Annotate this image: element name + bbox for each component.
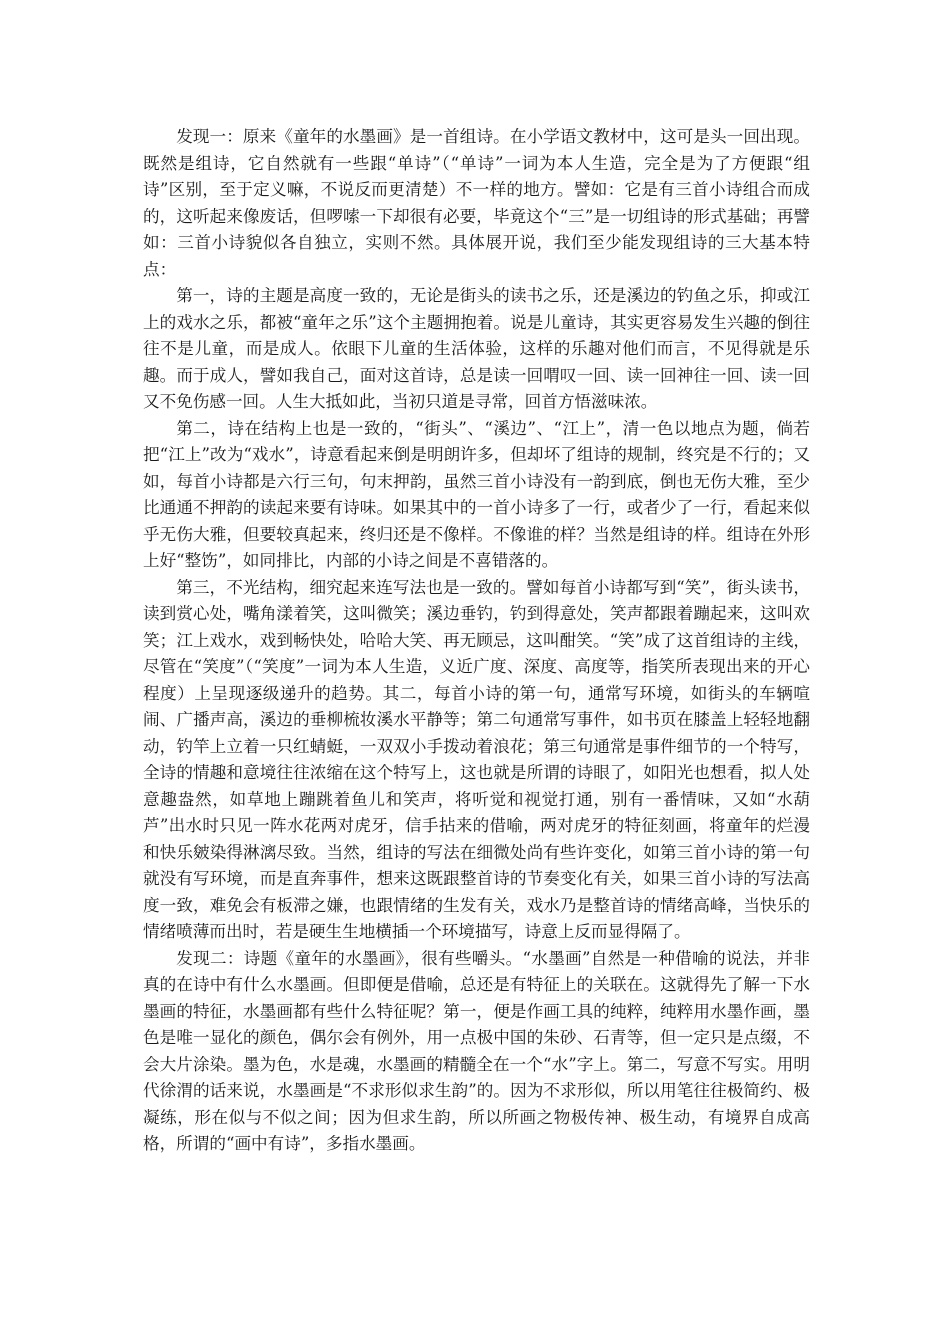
paragraph-first-point: 第一，诗的主题是高度一致的，无论是街头的读书之乐，还是溪边的钓鱼之乐，抑或江上的戏水之乐，都被“童年之乐”这个主题拥抱着。说是儿童诗，其实更容易发生兴趣的倒往往不是儿童，而是成人。依眼下儿童的生活体验，这样的乐趣对他们而言，不见得就是乐趣。而于成人，譬如我自己，面对这首诗，总是读一回喟叹一回、读一回神往一回、读一回又不免伤感一回。人生大抵如此，当初只道是寻常，回首方悟滋味浓。 [143,286,810,411]
paragraph-third-point: 第三，不光结构，细究起来连写法也是一致的。譬如每首小诗都写到“笑”，街头读书，读到赏心处，嘴角漾着笑，这叫微笑；溪边垂钓，钓到得意处，笑声都跟着蹦起来，这叫欢笑；江上戏水，戏到畅快处，哈哈大笑、再无顾忌，这叫酣笑。“笑”成了这首组诗的主线，尽管在“笑度”（“笑度”一词为本人生造，义近广度、深度、高度等，指笑所表现出来的开心程度）上呈现逐级递升的趋势。其二，每首小诗的第一句，通常写环境，如街头的车辆喧闹、广播声高，溪边的垂柳梳妆溪水平静等；第二句通常写事件，如书页在膝盖上轻轻地翻动，钓竿上立着一只红蜻蜓，一双双小手拨动着浪花；第三句通常是事件细节的一个特写，全诗的情趣和意境往往浓缩在这个特写上，这也就是所谓的诗眼了，如阳光也想看，拟人处意趣盎然，如草地上蹦跳着鱼儿和笑声，将听觉和视觉打通，别有一番情味，又如“水葫芦”出水时只见一阵水花两对虎牙，信手拈来的借喻，两对虎牙的特征刻画，将童年的烂漫和快乐皴染得淋漓尽致。当然，组诗的写法在细微处尚有些许变化，如第三首小诗的第一句就没有写环境，而是直奔事件，想来这既跟整首诗的节奏变化有关，如果三首小诗的写法高度一致，难免会有板滞之嫌，也跟情绪的生发有关，戏水乃是整首诗的情绪高峰，当快乐的情绪喷薄而出时，若是硬生生地横插一个环境描写，诗意上反而显得隔了。 [143,577,810,941]
paragraph-discovery-one: 发现一：原来《童年的水墨画》是一首组诗。在小学语文教材中，这可是头一回出现。既然是组诗，它自然就有一些跟“单诗”（“单诗”一词为本人生造，完全是为了方便跟“组诗”区别，至于定义嘛，不说反而更清楚）不一样的地方。譬如：它是有三首小诗组合而成的，这听起来像废话，但啰嗦一下却很有必要，毕竟这个“三”是一切组诗的形式基础；再譬如：三首小诗貌似各自独立，实则不然。具体展开说，我们至少能发现组诗的三大基本特点： [143,127,810,279]
paragraph-second-point: 第二，诗在结构上也是一致的，“街头”、“溪边”、“江上”，清一色以地点为题，倘若把“江上”改为“戏水”，诗意看起来倒是明朗许多，但却坏了组诗的规制，终究是不行的；又如，每首小诗都是六行三句，句末押韵，虽然三首小诗没有一韵到底，倒也无伤大雅，至少比通通不押韵的读起来要有诗味。如果其中的一首小诗多了一行，或者少了一行，看起来似乎无伤大雅，但要较真起来，终归还是不像样。不像谁的样？当然是组诗的样。组诗在外形上好“整饬”，如同排比，内部的小诗之间是不喜错落的。 [143,418,810,570]
article-body [143,124,810,1158]
paragraph-discovery-two: 发现二：诗题《童年的水墨画》，很有些嚼头。“水墨画”自然是一种借喻的说法，并非真的在诗中有什么水墨画。但即便是借喻，总还是有特征上的关联在。这就得先了解一下水墨画的特征，水墨画都有些什么特征呢？第一，便是作画工具的纯粹，纯粹用水墨作画，墨色是唯一显化的颜色，偶尔会有例外，用一点极中国的朱砂、石青等，但一定只是点缀，不会大片涂染。墨为色，水是魂，水墨画的精髓全在一个“水”字上。第二，写意不写实。用明代徐渭的话来说，水墨画是“不求形似求生韵”的。因为不求形似，所以用笔往往极简约、极凝练，形在似与不似之间；因为但求生韵，所以所画之物极传神、极生动，有境界自成高格，所谓的“画中有诗”，多指水墨画。 [143,948,810,1153]
